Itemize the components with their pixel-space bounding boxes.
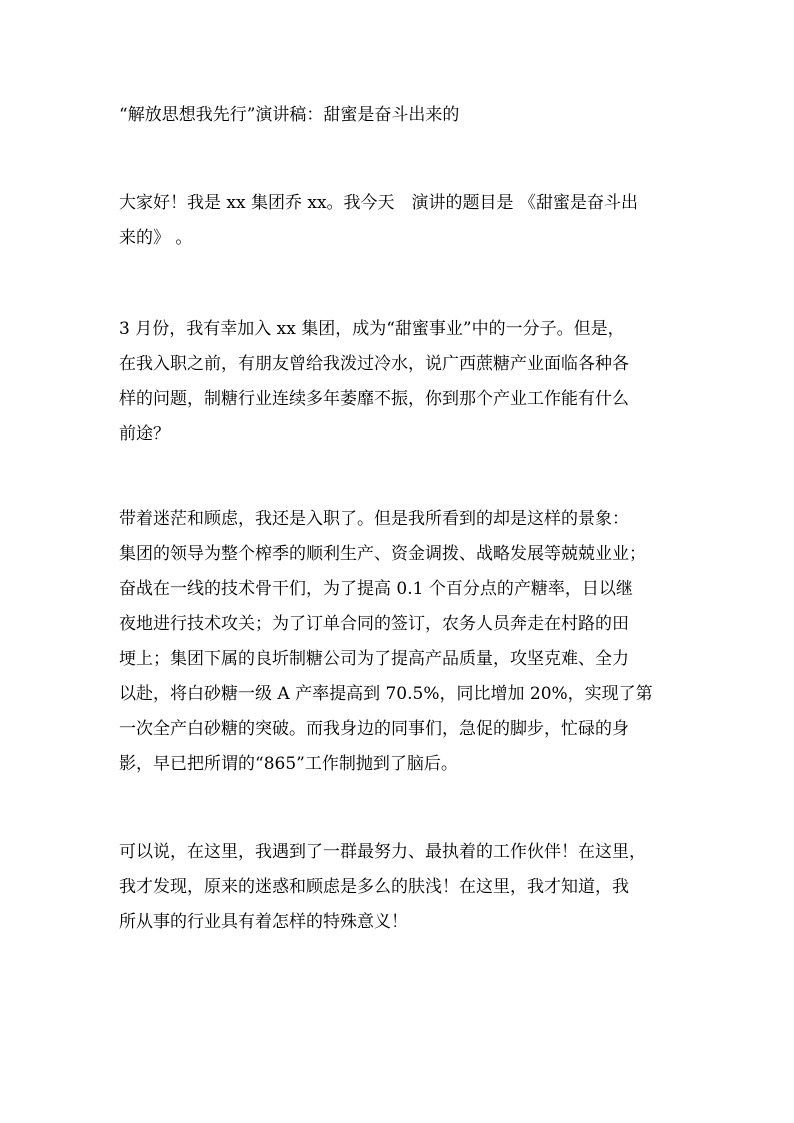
paragraph-conclusion <box>119 835 679 940</box>
text-line: 可以说，在这里，我遇到了一群最努力、最执着的工作伙伴！在这里， <box>119 842 646 862</box>
text-line: 样的问题，制糖行业连续多年萎靡不振，你到那个产业工作能有什么 <box>119 389 629 409</box>
text-line: 大家好！我是 xx 集团乔 xx。我今天 演讲的题目是 《甜蜜是奋斗出 <box>119 193 638 213</box>
text-line: 夜地进行技术攻关；为了订单合同的签订，农务人员奔走在村路的田 <box>119 614 629 634</box>
document-title: “解放思想我先行”演讲稿：甜蜜是奋斗出来的 <box>119 105 460 125</box>
text-line: 前途？ <box>119 424 170 444</box>
document-body <box>119 98 679 940</box>
text-line: 所从事的行业具有着怎样的特殊意义！ <box>119 912 408 932</box>
text-line: 以赴，将白砂糖一级 A 产率提高到 70.5%，同比增加 20%，实现了第 <box>119 684 653 704</box>
text-line: 3 月份，我有幸加入 xx 集团，成为“甜蜜事业”中的一分子。但是， <box>119 319 625 339</box>
text-line: 我才发现，原来的迷惑和顾虑是多么的肤浅！在这里，我才知道，我 <box>119 877 629 897</box>
text-line: 来的》 。 <box>119 228 193 248</box>
text-line: 埂上；集团下属的良圻制糖公司为了提高产品质量，攻坚克难、全力 <box>119 649 629 669</box>
paragraph-scene <box>119 502 679 782</box>
text-line: 影，早已把所谓的“865”工作制抛到了脑后。 <box>119 754 458 774</box>
text-line: 集团的领导为整个榨季的顺利生产、资金调拨、战略发展等兢兢业业； <box>119 544 646 564</box>
text-line: 一次全产白砂糖的突破。而我身边的同事们，急促的脚步，忙碌的身 <box>119 719 629 739</box>
text-line: 在我入职之前，有朋友曾给我泼过冷水，说广西蔗糖产业面临各种各 <box>119 354 629 374</box>
text-line: 奋战在一线的技术骨干们，为了提高 0.1 个百分点的产糖率，日以继 <box>119 579 633 599</box>
paragraph-joining <box>119 312 679 452</box>
text-line: 带着迷茫和顾虑，我还是入职了。但是我所看到的却是这样的景象： <box>119 509 629 529</box>
paragraph-greeting <box>119 186 679 256</box>
